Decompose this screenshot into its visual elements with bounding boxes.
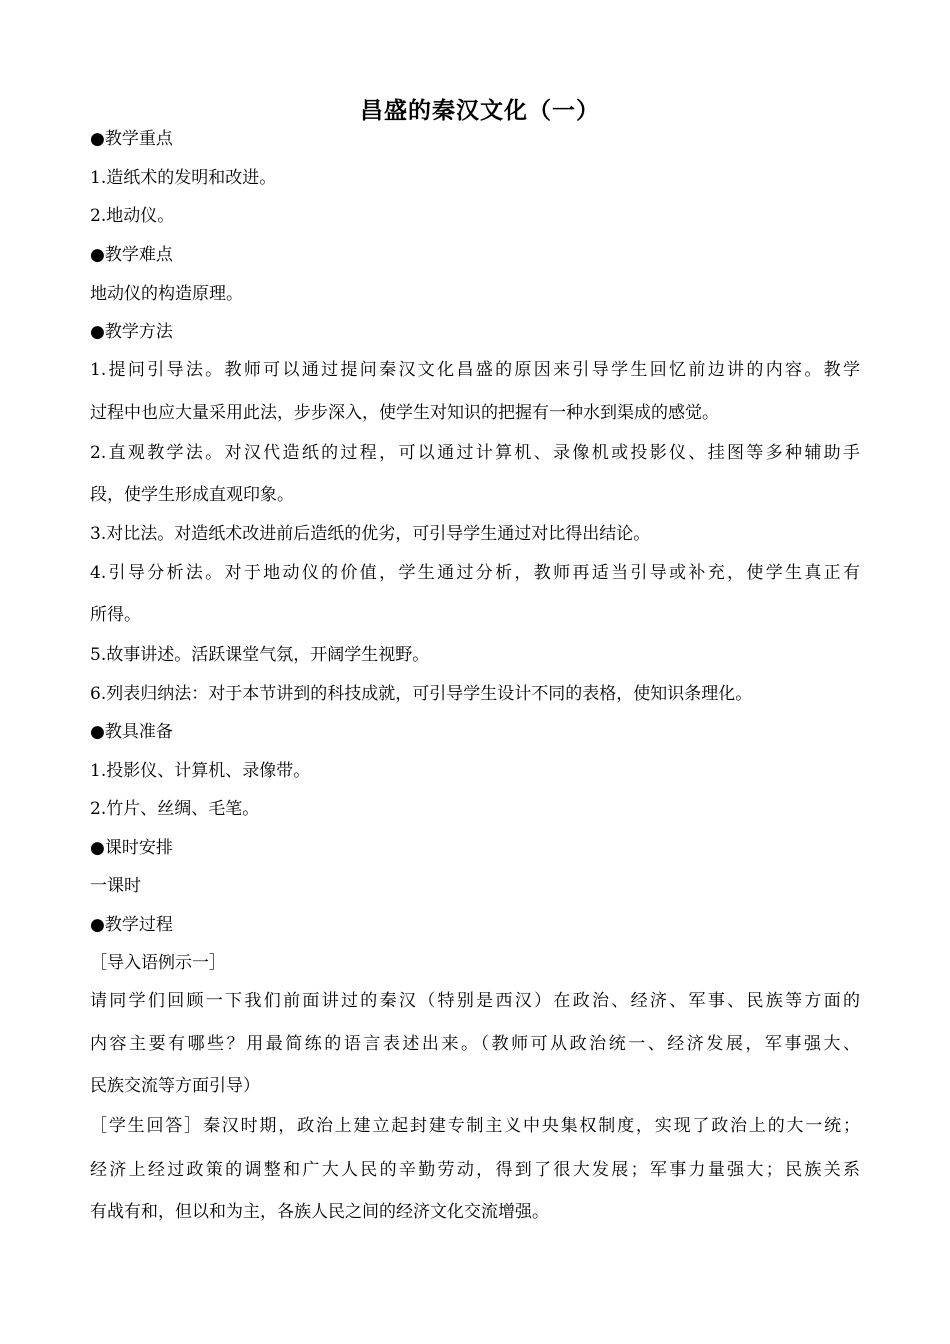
method-line: 4.引导分析法。对于地动仪的价值，学生通过分析，教师再适当引导或补充，使学生真正有 — [90, 563, 860, 583]
process-line: 经济上经过政策的调整和广大人民的辛勤劳动，得到了很大发展；军事力量强大；民族关系 — [90, 1160, 860, 1180]
section-heading-key-points: ●教学重点 — [90, 129, 173, 149]
process-line: 有战有和，但以和为主，各族人民之间的经济文化交流增强。 — [90, 1202, 549, 1222]
tool-item: 2.竹片、丝绸、毛笔。 — [90, 799, 260, 819]
key-point-item: 1.造纸术的发明和改进。 — [90, 168, 277, 188]
process-line: 民族交流等方面引导） — [90, 1076, 260, 1096]
difficulty-text: 地动仪的构造原理。 — [90, 284, 243, 304]
section-heading-process: ●教学过程 — [90, 915, 173, 935]
process-line: ［导入语例示一］ — [90, 953, 226, 973]
process-line: 内容主要有哪些？用最简练的语言表述出来。（教师可从政治统一、经济发展，军事强大、 — [90, 1034, 860, 1054]
process-line: ［学生回答］秦汉时期，政治上建立起封建专制主义中央集权制度，实现了政治上的大一统； — [90, 1116, 860, 1136]
method-line: 所得。 — [90, 605, 141, 625]
tool-item: 1.投影仪、计算机、录像带。 — [90, 761, 311, 781]
method-line: 6.列表归纳法：对于本节讲到的科技成就，可引导学生设计不同的表格，使知识条理化。 — [90, 684, 753, 704]
method-line: 1.提问引导法。教师可以通过提问秦汉文化昌盛的原因来引导学生回忆前边讲的内容。教学 — [90, 360, 860, 380]
method-line: 5.故事讲述。活跃课堂气氛，开阔学生视野。 — [90, 645, 430, 665]
process-line: 请同学们回顾一下我们前面讲过的秦汉（特别是西汉）在政治、经济、军事、民族等方面的 — [90, 991, 860, 1011]
method-line: 过程中也应大量采用此法，步步深入，使学生对知识的把握有一种水到渠成的感觉。 — [90, 403, 719, 423]
key-point-item: 2.地动仪。 — [90, 206, 175, 226]
schedule-text: 一课时 — [90, 876, 141, 896]
section-heading-methods: ●教学方法 — [90, 322, 173, 342]
method-line: 3.对比法。对造纸术改进前后造纸的优劣，可引导学生通过对比得出结论。 — [90, 524, 651, 544]
section-heading-difficulty: ●教学难点 — [90, 245, 173, 265]
method-line: 2.直观教学法。对汉代造纸的过程，可以通过计算机、录像机或投影仪、挂图等多种辅助手 — [90, 443, 860, 463]
section-heading-tools: ●教具准备 — [90, 722, 173, 742]
section-heading-schedule: ●课时安排 — [90, 838, 173, 858]
method-line: 段，使学生形成直观印象。 — [90, 485, 294, 505]
document-title: 昌盛的秦汉文化（一） — [360, 98, 600, 124]
